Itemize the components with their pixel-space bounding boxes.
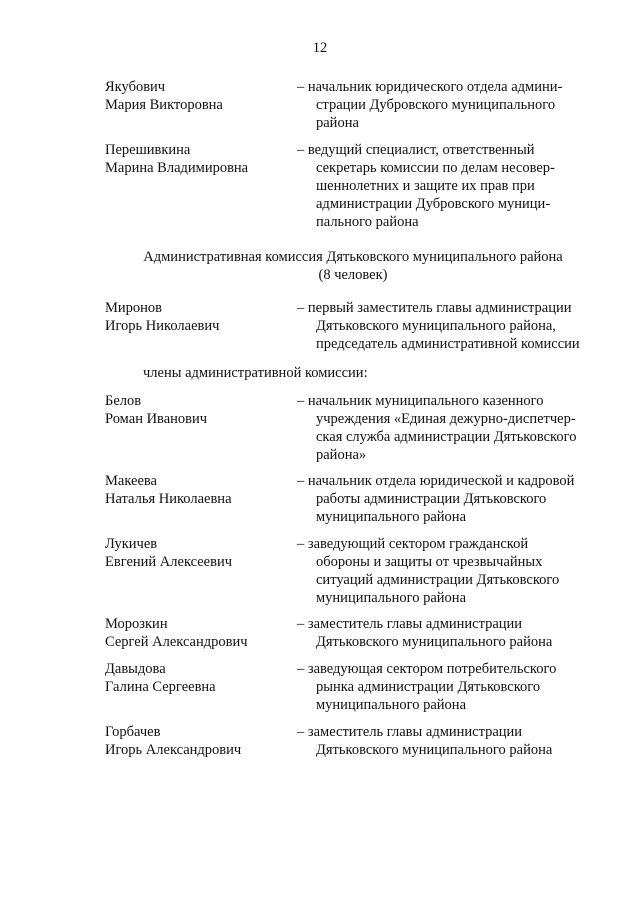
role-line: обороны и защиты от чрезвычайных <box>316 554 543 570</box>
member-given-names: Роман Иванович <box>105 411 208 427</box>
member-surname: Миронов <box>105 300 163 316</box>
role-line: – заведующий сектором гражданской <box>297 536 529 552</box>
member-given-names: Игорь Николаевич <box>105 318 220 334</box>
role-line: – заместитель главы администрации <box>297 724 523 740</box>
member-role <box>297 299 582 353</box>
member-name <box>105 723 295 759</box>
member-role <box>297 141 582 231</box>
member-given-names: Сергей Александрович <box>105 634 248 650</box>
role-line: района <box>316 115 359 131</box>
role-line: страции Дубровского муниципального <box>316 97 556 113</box>
member-surname: Давыдова <box>105 661 166 677</box>
role-line: муниципального района <box>316 509 466 525</box>
commission-size: (8 человек) <box>318 267 388 283</box>
member-surname: Перешивкина <box>105 142 191 158</box>
role-line: администрации Дубровского муници- <box>316 196 551 212</box>
member-surname: Якубович <box>105 79 166 95</box>
member-role <box>297 723 582 759</box>
member-name <box>105 472 295 508</box>
role-line: ская служба администрации Дятьковского <box>316 429 577 445</box>
commission-title: Административная комиссия Дятьковского муниципального района <box>143 249 563 265</box>
member-given-names: Галина Сергеевна <box>105 679 216 695</box>
member-name <box>105 660 295 696</box>
role-line: – заместитель главы администрации <box>297 616 523 632</box>
member-surname: Макеева <box>105 473 157 489</box>
role-line: шеннолетних и защите их прав при <box>316 178 535 194</box>
role-line: – ведущий специалист, ответственный <box>297 142 535 158</box>
member-given-names: Игорь Александрович <box>105 742 242 758</box>
role-line: учреждения «Единая дежурно-диспетчер- <box>316 411 576 427</box>
member-role <box>297 78 582 132</box>
member-role <box>297 535 582 607</box>
role-line: – первый заместитель главы администрации <box>297 300 572 316</box>
page-number: 12 <box>312 40 328 56</box>
role-line: работы администрации Дятьковского <box>316 491 547 507</box>
member-role <box>297 472 582 526</box>
members-label: члены административной комиссии: <box>143 365 368 381</box>
role-line: председатель административной комиссии <box>316 336 580 352</box>
role-line: – заведующая сектором потребительского <box>297 661 557 677</box>
member-surname: Горбачев <box>105 724 161 740</box>
member-name <box>105 141 295 177</box>
member-surname: Лукичев <box>105 536 158 552</box>
role-line: муниципального района <box>316 590 466 606</box>
member-given-names: Марина Владимировна <box>105 160 249 176</box>
role-line: муниципального района <box>316 697 466 713</box>
role-line: – начальник юридического отдела админи- <box>297 79 563 95</box>
member-role <box>297 615 582 651</box>
role-line: – начальник отдела юридической и кадровой <box>297 473 575 489</box>
role-line: района» <box>316 447 367 463</box>
role-line: ситуаций администрации Дятьковского <box>316 572 560 588</box>
member-role <box>297 392 582 464</box>
member-name <box>105 392 295 428</box>
role-line: Дятьковского муниципального района <box>316 634 553 650</box>
member-name <box>105 78 295 114</box>
member-surname: Белов <box>105 393 142 409</box>
role-line: Дятьковского муниципального района, <box>316 318 556 334</box>
member-surname: Морозкин <box>105 616 168 632</box>
member-role <box>297 660 582 714</box>
member-name <box>105 615 295 651</box>
member-given-names: Евгений Алексеевич <box>105 554 233 570</box>
role-line: рынка администрации Дятьковского <box>316 679 541 695</box>
member-given-names: Мария Викторовна <box>105 97 223 113</box>
section-heading <box>0 248 640 284</box>
member-name <box>105 535 295 571</box>
role-line: секретарь комиссии по делам несовер- <box>316 160 555 176</box>
role-line: – начальник муниципального казенного <box>297 393 544 409</box>
role-line: пального района <box>316 214 419 230</box>
member-given-names: Наталья Николаевна <box>105 491 232 507</box>
member-name <box>105 299 295 335</box>
role-line: Дятьковского муниципального района <box>316 742 553 758</box>
